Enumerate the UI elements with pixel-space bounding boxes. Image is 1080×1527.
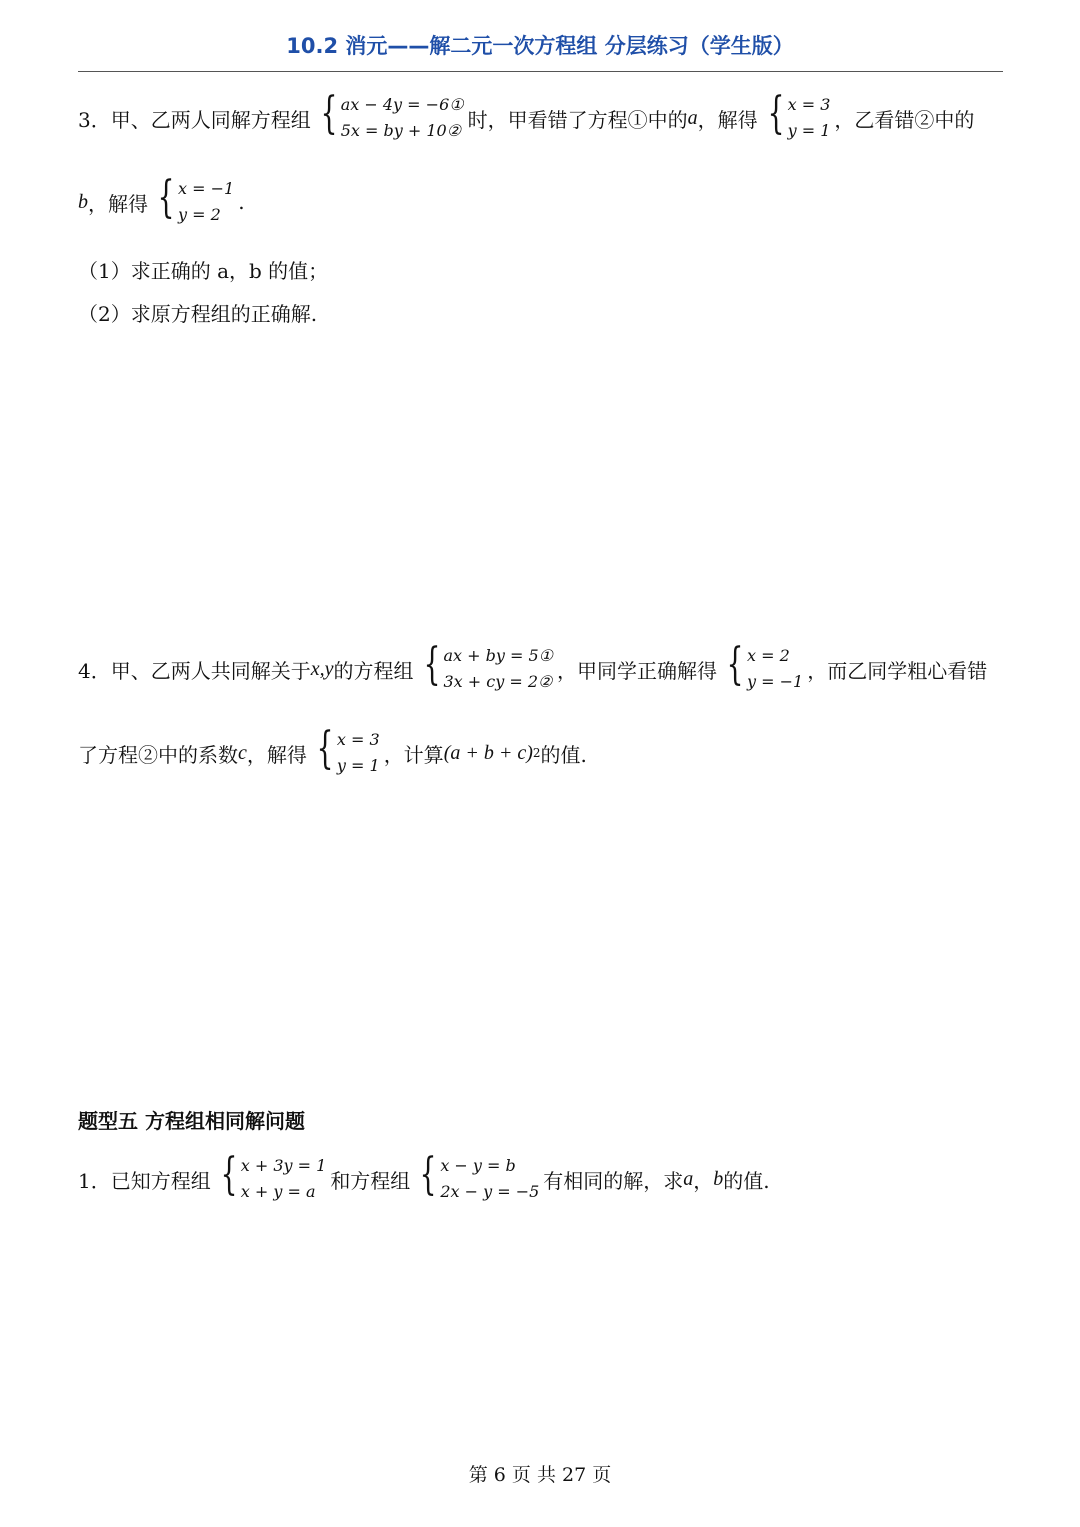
brace-icon: { [157, 172, 175, 223]
question-text: 了方程②中的系数 [78, 742, 238, 767]
equation: 2x − y = −5 [440, 1182, 540, 1201]
question-text: . [238, 190, 245, 214]
equation-system [414, 1149, 540, 1205]
brace-icon: { [767, 88, 785, 139]
question-text: ，而乙同学粗心看错 [807, 658, 988, 683]
equation: y = 1 [787, 121, 831, 140]
brace-icon: { [419, 1149, 437, 1200]
equation: x = −1 [178, 179, 235, 198]
question-number: 3． [78, 107, 111, 132]
question-text: 已知方程组 [110, 1168, 211, 1193]
equation: y = −1 [747, 672, 804, 691]
variable-b: b [713, 1167, 724, 1190]
solution-system [721, 639, 804, 695]
equation: x + y = a [240, 1182, 316, 1201]
question-text: ，乙看错②中的 [834, 107, 975, 132]
question-text: ，解得 [697, 107, 758, 132]
variable-a: a [687, 106, 698, 129]
brace-icon: { [726, 639, 744, 690]
section-title: 题型五 方程组相同解问题 [78, 1109, 305, 1133]
question-text: 的方程组 [333, 658, 414, 683]
equation: 5x = by + 10② [340, 121, 462, 140]
equation: y = 2 [178, 205, 221, 224]
question-number: 4． [78, 658, 111, 683]
equation: x = 3 [787, 95, 831, 114]
expression: (a + b + c) [443, 741, 533, 764]
question-text: 甲、乙两人共同解关于 [110, 658, 311, 683]
header-divider [78, 71, 1003, 72]
question-3-line-1 [78, 88, 975, 144]
separator: ， [693, 1168, 714, 1193]
equation: ax − 4y = −6① [340, 95, 464, 114]
page-title: 10.2 消元——解二元一次方程组 分层练习（学生版） [286, 34, 794, 58]
equation: x + 3y = 1 [240, 1156, 327, 1175]
page-number: 第 6 页 共 27 页 [468, 1464, 612, 1486]
question-text: 的值. [723, 1168, 770, 1193]
equation: x = 3 [336, 730, 380, 749]
equation-system [418, 639, 554, 695]
question-text: 甲、乙两人同解方程组 [110, 107, 311, 132]
question-text: 和方程组 [330, 1168, 411, 1193]
question-4-line-2 [78, 723, 587, 779]
sub-question-2: （2）求原方程组的正确解. [78, 302, 318, 326]
question-text: ，解得 [88, 191, 148, 216]
equation: x = 2 [747, 646, 790, 665]
question-text: 有相同的解，求 [543, 1168, 684, 1193]
question-number: 1． [78, 1168, 111, 1193]
question-text: 时，甲看错了方程①中的 [467, 107, 688, 132]
equation: y = 1 [336, 756, 380, 775]
question-text: ，甲同学正确解得 [557, 658, 718, 683]
question-text: ，解得 [246, 742, 307, 767]
variable-a: a [683, 1167, 694, 1190]
equation-system [215, 1149, 327, 1205]
equation-system [315, 88, 464, 144]
brace-icon: { [220, 1149, 238, 1200]
equation: x − y = b [440, 1156, 516, 1175]
brace-icon: { [423, 639, 440, 690]
solution-system [311, 723, 380, 779]
variable-b: b [78, 190, 88, 213]
question-4-line-1 [78, 639, 988, 695]
solution-system [152, 172, 235, 228]
solution-system [762, 88, 831, 144]
equation: 3x + cy = 2② [443, 672, 553, 691]
brace-icon: { [316, 723, 334, 774]
variable-c: c [238, 741, 247, 764]
section-5-question-1 [78, 1149, 770, 1205]
brace-icon: { [320, 88, 338, 139]
question-text: ，计算 [383, 742, 444, 767]
variables-xy: x,y [310, 657, 334, 680]
question-text: 的值. [540, 742, 587, 767]
sub-question-1: （1）求正确的 a，b 的值； [78, 259, 329, 283]
equation: ax + by = 5① [443, 646, 554, 665]
question-3-line-2 [78, 172, 245, 228]
exponent: 2 [532, 746, 541, 760]
